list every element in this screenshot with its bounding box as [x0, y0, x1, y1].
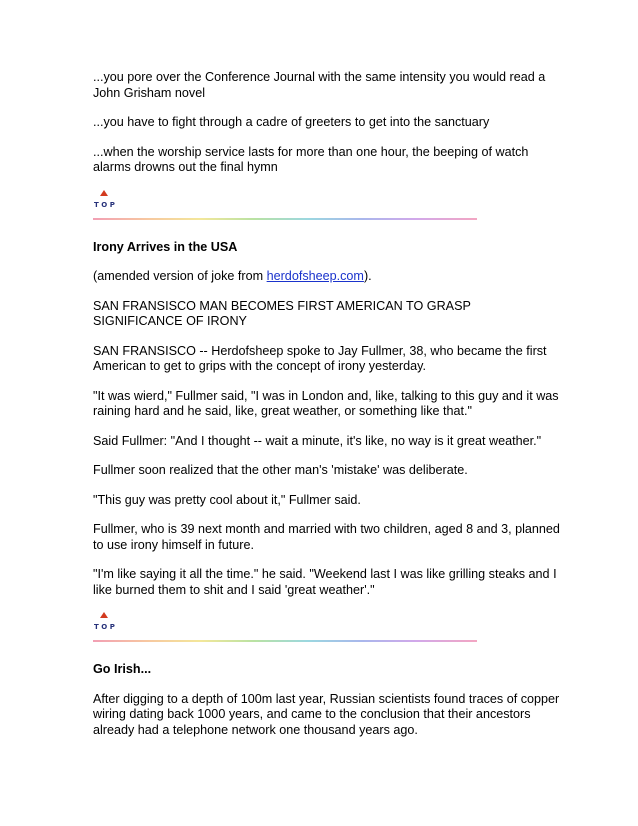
up-arrow-icon — [100, 190, 108, 196]
source-line — [93, 269, 563, 285]
lead-item: ...you have to fight through a cadre of greeters to get into the sanctuary — [93, 115, 490, 129]
article-paragraph: SAN FRANSISCO -- Herdofsheep spoke to Jay Fullmer, 38, who became the first American to get to grips with the concept of irony yesterday. — [93, 343, 547, 373]
section-heading-irony: Irony Arrives in the USA — [93, 239, 238, 254]
document-page — [93, 70, 563, 752]
article-paragraph: "This guy was pretty cool about it," Fullmer said. — [93, 492, 361, 507]
source-link[interactable]: herdofsheep.com — [266, 269, 364, 283]
lead-item: ...when the worship service lasts for more than one hour, the beeping of watch alarms drowns out the final hymn — [93, 144, 529, 174]
article-paragraph: Fullmer soon realized that the other man's 'mistake' was deliberate. — [93, 463, 468, 477]
top-link-label: TOP — [94, 200, 118, 209]
section-heading-irish: Go Irish... — [93, 662, 152, 676]
article-paragraph: After digging to a depth of 100m last year, Russian scientists found traces of copper wiring dating back 1000 years, and came to the conclusion that their ancestors already had a telephone network one thousand years ago. — [93, 691, 560, 737]
rainbow-divider — [93, 218, 477, 220]
top-link[interactable] — [93, 612, 563, 636]
article-paragraph: "I'm like saying it all the time." he said. "Weekend last I was like grilling steaks and I like burned them to shit and I said 'great weather'." — [93, 567, 557, 597]
rainbow-divider — [93, 640, 477, 642]
up-arrow-icon — [100, 612, 108, 618]
source-prefix: (amended version of joke from — [93, 269, 267, 283]
article-paragraph: Said Fullmer: "And I thought -- wait a minute, it's like, no way is it great weather." — [93, 433, 542, 448]
article-headline: SAN FRANSISCO MAN BECOMES FIRST AMERICAN TO GRASP SIGNIFICANCE OF IRONY — [93, 298, 471, 328]
article-paragraph: "It was wierd," Fullmer said, "I was in London and, like, talking to this guy and it was raining hard and he said, like, great weather, or something like that." — [93, 388, 559, 418]
lead-item: ...you pore over the Conference Journal with the same intensity you would read a John Grisham novel — [93, 70, 546, 100]
top-link-label: TOP — [94, 623, 118, 631]
top-link[interactable] — [93, 190, 563, 214]
source-suffix: ). — [363, 269, 372, 283]
article-paragraph: Fullmer, who is 39 next month and married with two children, aged 8 and 3, planned to use irony himself in future. — [93, 522, 560, 552]
